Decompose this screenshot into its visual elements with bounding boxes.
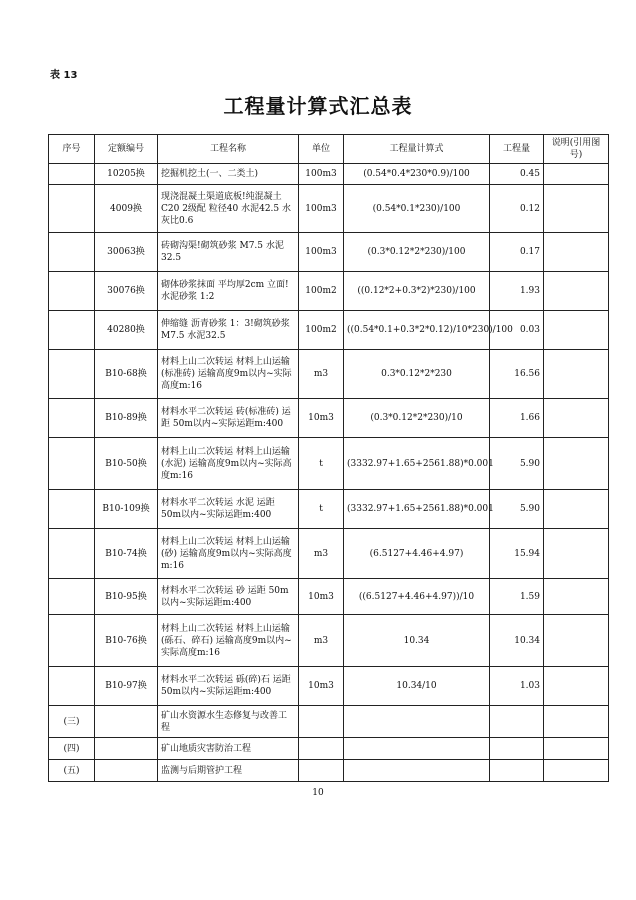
header-row xyxy=(49,135,609,164)
cell-qty: 0.12 xyxy=(490,185,544,233)
cell-note xyxy=(544,185,609,233)
cell-formula: (0.3*0.12*2*230)/10 xyxy=(344,399,490,438)
cell-qty: 1.03 xyxy=(490,667,544,706)
cell-note xyxy=(544,350,609,399)
cell-name: 材料上山二次转运 材料上山运输(砾石、碎石) 运输高度9m以内~实际高度m:16 xyxy=(158,615,299,667)
cell-name: 砌体砂浆抹面 平均厚2cm 立面!水泥砂浆 1:2 xyxy=(158,272,299,311)
cell-code: B10-89换 xyxy=(95,399,158,438)
cell-seq xyxy=(49,490,95,529)
cell-name: 材料上山二次转运 材料上山运输(标准砖) 运输高度9m以内~实际高度m:16 xyxy=(158,350,299,399)
cell-unit: m3 xyxy=(299,529,344,579)
table-row xyxy=(49,399,609,438)
cell-note xyxy=(544,438,609,490)
cell-name: 材料水平二次转运 砖(标准砖) 运距 50m以内~实际运距m:400 xyxy=(158,399,299,438)
cell-code: 30076换 xyxy=(95,272,158,311)
cell-formula: (0.54*0.4*230*0.9)/100 xyxy=(344,164,490,185)
cell-seq: (四) xyxy=(49,738,95,760)
table-row xyxy=(49,311,609,350)
cell-code: 10205换 xyxy=(95,164,158,185)
cell-unit xyxy=(299,760,344,782)
table-row xyxy=(49,438,609,490)
table-row xyxy=(49,529,609,579)
cell-code: 40280换 xyxy=(95,311,158,350)
cell-code: B10-68换 xyxy=(95,350,158,399)
cell-note xyxy=(544,615,609,667)
table-row xyxy=(49,738,609,760)
cell-unit: 10m3 xyxy=(299,667,344,706)
cell-qty xyxy=(490,760,544,782)
cell-formula: (0.3*0.12*2*230)/100 xyxy=(344,233,490,272)
cell-note xyxy=(544,399,609,438)
cell-formula: ((0.54*0.1+0.3*2*0.12)/10*230)/100 xyxy=(344,311,490,350)
cell-name: 材料上山二次转运 材料上山运输(砂) 运输高度9m以内~实际高度m:16 xyxy=(158,529,299,579)
cell-qty: 1.93 xyxy=(490,272,544,311)
cell-note xyxy=(544,738,609,760)
cell-code: 4009换 xyxy=(95,185,158,233)
cell-note xyxy=(544,760,609,782)
table-row xyxy=(49,667,609,706)
table-row xyxy=(49,615,609,667)
cell-unit xyxy=(299,706,344,738)
cell-note xyxy=(544,529,609,579)
cell-qty: 5.90 xyxy=(490,438,544,490)
cell-formula: 10.34 xyxy=(344,615,490,667)
cell-note xyxy=(544,706,609,738)
col-header-seq: 序号 xyxy=(49,135,95,164)
col-header-note: 说明(引用图号) xyxy=(544,135,609,164)
cell-name: 伸缩缝 沥青砂浆 1：3!砌筑砂浆 M7.5 水泥32.5 xyxy=(158,311,299,350)
cell-unit: 100m2 xyxy=(299,311,344,350)
cell-name: 现浇混凝土渠道底板!纯混凝土C20 2级配 粒径40 水泥42.5 水灰比0.6 xyxy=(158,185,299,233)
cell-seq xyxy=(49,579,95,615)
cell-seq xyxy=(49,399,95,438)
cell-code xyxy=(95,738,158,760)
table-row xyxy=(49,706,609,738)
cell-seq xyxy=(49,164,95,185)
cell-unit: t xyxy=(299,490,344,529)
cell-unit: 100m3 xyxy=(299,233,344,272)
cell-qty xyxy=(490,706,544,738)
cell-name: 矿山地质灾害防治工程 xyxy=(158,738,299,760)
cell-name: 材料水平二次转运 水泥 运距 50m以内~实际运距m:400 xyxy=(158,490,299,529)
cell-qty: 0.45 xyxy=(490,164,544,185)
cell-unit: 10m3 xyxy=(299,399,344,438)
col-header-name: 工程名称 xyxy=(158,135,299,164)
cell-seq xyxy=(49,350,95,399)
table-row xyxy=(49,760,609,782)
cell-qty: 5.90 xyxy=(490,490,544,529)
table-row xyxy=(49,272,609,311)
cell-seq xyxy=(49,667,95,706)
cell-code xyxy=(95,760,158,782)
cell-name: 矿山水资源水生态修复与改善工程 xyxy=(158,706,299,738)
cell-formula: (0.54*0.1*230)/100 xyxy=(344,185,490,233)
cell-formula: 10.34/10 xyxy=(344,667,490,706)
cell-seq: (三) xyxy=(49,706,95,738)
cell-unit: 100m3 xyxy=(299,164,344,185)
cell-unit: m3 xyxy=(299,350,344,399)
cell-qty: 15.94 xyxy=(490,529,544,579)
cell-formula: ((0.12*2+0.3*2)*230)/100 xyxy=(344,272,490,311)
cell-name: 材料上山二次转运 材料上山运输(水泥) 运输高度9m以内~实际高度m:16 xyxy=(158,438,299,490)
cell-qty: 0.17 xyxy=(490,233,544,272)
table-row xyxy=(49,350,609,399)
col-header-qty: 工程量 xyxy=(490,135,544,164)
cell-note xyxy=(544,667,609,706)
col-header-code: 定额编号 xyxy=(95,135,158,164)
cell-code: B10-50换 xyxy=(95,438,158,490)
cell-unit: t xyxy=(299,438,344,490)
col-header-unit: 单位 xyxy=(299,135,344,164)
cell-note xyxy=(544,490,609,529)
cell-unit: 100m2 xyxy=(299,272,344,311)
cell-formula: ((6.5127+4.46+4.97))/10 xyxy=(344,579,490,615)
cell-name: 挖掘机挖土(一、二类土) xyxy=(158,164,299,185)
cell-code: B10-95换 xyxy=(95,579,158,615)
cell-name: 监测与后期管护工程 xyxy=(158,760,299,782)
cell-note xyxy=(544,164,609,185)
cell-seq xyxy=(49,233,95,272)
cell-name: 材料水平二次转运 砾(碎)石 运距 50m以内~实际运距m:400 xyxy=(158,667,299,706)
table-row xyxy=(49,185,609,233)
table-row xyxy=(49,233,609,272)
cell-qty: 0.03 xyxy=(490,311,544,350)
cell-qty: 1.59 xyxy=(490,579,544,615)
cell-seq xyxy=(49,529,95,579)
cell-note xyxy=(544,272,609,311)
table-label: 表 13 xyxy=(50,70,78,81)
cell-note xyxy=(544,311,609,350)
table-row xyxy=(49,164,609,185)
cell-code xyxy=(95,706,158,738)
cell-name: 材料水平二次转运 砂 运距 50m以内~实际运距m:400 xyxy=(158,579,299,615)
col-header-formula: 工程量计算式 xyxy=(344,135,490,164)
cell-qty: 1.66 xyxy=(490,399,544,438)
cell-unit: 10m3 xyxy=(299,579,344,615)
cell-formula: (3332.97+1.65+2561.88)*0.001 xyxy=(344,438,490,490)
cell-seq xyxy=(49,185,95,233)
cell-code: B10-97换 xyxy=(95,667,158,706)
cell-seq xyxy=(49,272,95,311)
cell-seq xyxy=(49,615,95,667)
cell-name: 砖砌沟渠!砌筑砂浆 M7.5 水泥32.5 xyxy=(158,233,299,272)
cell-code: B10-109换 xyxy=(95,490,158,529)
page-title: 工程量计算式汇总表 xyxy=(223,94,413,118)
cell-formula: (3332.97+1.65+2561.88)*0.001 xyxy=(344,490,490,529)
cell-seq: (五) xyxy=(49,760,95,782)
cell-note xyxy=(544,233,609,272)
cell-qty: 16.56 xyxy=(490,350,544,399)
cell-unit xyxy=(299,738,344,760)
cell-code: B10-76换 xyxy=(95,615,158,667)
cell-formula xyxy=(344,738,490,760)
cell-qty xyxy=(490,738,544,760)
cell-note xyxy=(544,579,609,615)
cell-formula: (6.5127+4.46+4.97) xyxy=(344,529,490,579)
cell-formula: 0.3*0.12*2*230 xyxy=(344,350,490,399)
table-row xyxy=(49,579,609,615)
page-number: 10 xyxy=(312,788,324,798)
cell-formula xyxy=(344,706,490,738)
cell-unit: 100m3 xyxy=(299,185,344,233)
cell-qty: 10.34 xyxy=(490,615,544,667)
table-row xyxy=(49,490,609,529)
cell-seq xyxy=(49,438,95,490)
cell-unit: m3 xyxy=(299,615,344,667)
cell-code: B10-74换 xyxy=(95,529,158,579)
cell-formula xyxy=(344,760,490,782)
cell-seq xyxy=(49,311,95,350)
quantity-table xyxy=(48,134,609,782)
cell-code: 30063换 xyxy=(95,233,158,272)
